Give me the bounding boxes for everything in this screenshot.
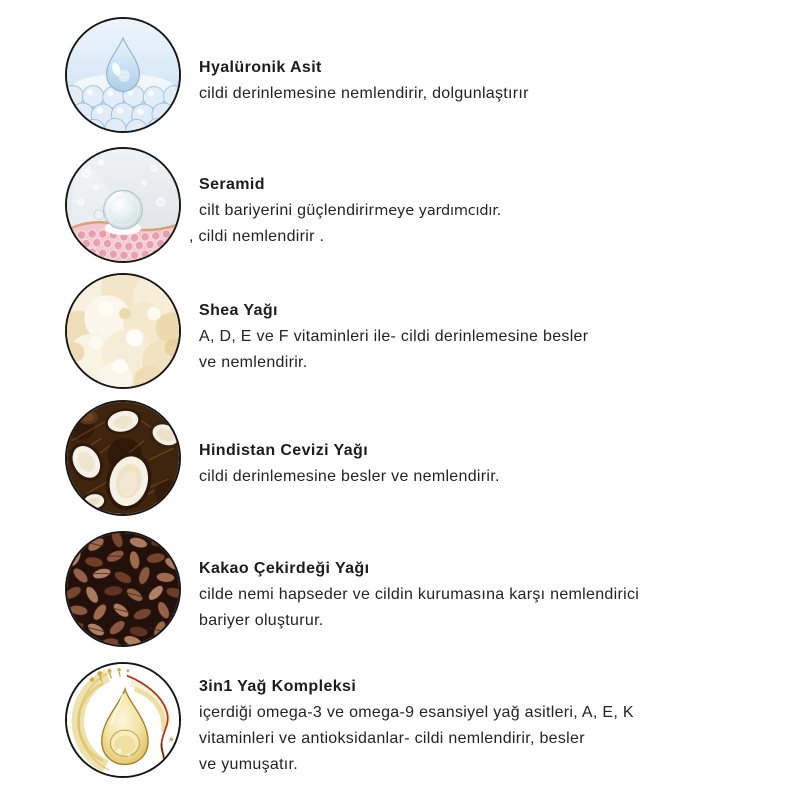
ceramide-image	[67, 149, 179, 261]
ingredient-description	[199, 700, 634, 778]
ingredient-text-block	[199, 438, 500, 490]
ingredient-title: Seramid	[199, 176, 265, 193]
ingredient-description	[199, 582, 639, 634]
shea-butter-icon	[65, 273, 181, 389]
ceramide-sphere-icon	[65, 147, 181, 263]
ingredient-text-block	[199, 55, 529, 107]
ingredient-row-hyaluronic-acid	[65, 17, 800, 133]
ingredient-row-coconut-oil	[65, 400, 800, 516]
cocoa-beans-image	[67, 533, 179, 645]
description-line: cilt bariyerini güçlendirirmeye yardımcıdır.	[199, 202, 502, 219]
oil-complex-image	[67, 664, 179, 776]
ingredient-row-cocoa-beans	[65, 531, 800, 647]
description-line: cildi derinlemesine besler ve nemlendirir.	[199, 468, 500, 485]
ingredient-text-block	[199, 298, 588, 376]
description-line: , cildi nemlendirir .	[189, 228, 325, 245]
ingredient-row-shea-butter	[65, 273, 800, 389]
ingredient-text-block	[199, 674, 634, 778]
cocoa-beans-icon	[65, 531, 181, 647]
ingredient-description	[189, 198, 502, 250]
ingredient-title: 3in1 Yağ Kompleksi	[199, 678, 357, 695]
ingredient-description	[199, 81, 529, 107]
description-line: ve nemlendirir.	[199, 354, 308, 371]
ingredient-row-oil-complex	[65, 662, 800, 778]
ingredient-title: Shea Yağı	[199, 302, 278, 319]
ingredient-description	[199, 324, 588, 376]
description-line: vitaminleri ve antioksidanlar- cildi nemlendirir, besler	[199, 730, 585, 747]
ingredient-text-block	[189, 172, 502, 250]
description-line: ve yumuşatır.	[199, 756, 299, 773]
ingredient-description	[199, 464, 500, 490]
description-line: içerdiği omega-3 ve omega-9 esansiyel yağ asitleri, A, E, K	[199, 704, 634, 721]
oil-drop-icon	[65, 662, 181, 778]
ingredient-row-ceramide	[65, 147, 800, 263]
coconut-icon	[65, 400, 181, 516]
ingredient-title: Kakao Çekirdeği Yağı	[199, 560, 370, 577]
description-line: bariyer oluşturur.	[199, 612, 324, 629]
ingredient-text-block	[199, 556, 639, 634]
description-line: cildi derinlemesine nemlendirir, dolgunlaştırır	[199, 85, 529, 102]
ingredient-title: Hyalüronik Asit	[199, 59, 322, 76]
shea-butter-image	[67, 275, 179, 387]
hyaluronic-acid-image	[67, 19, 179, 131]
description-line: A, D, E ve F vitaminleri ile- cildi derinlemesine besler	[199, 328, 589, 345]
coconut-image	[67, 402, 179, 514]
water-drop-icon	[65, 17, 181, 133]
ingredient-title: Hindistan Cevizi Yağı	[199, 442, 369, 459]
description-line: cilde nemi hapseder ve cildin kurumasına karşı nemlendirici	[199, 586, 640, 603]
